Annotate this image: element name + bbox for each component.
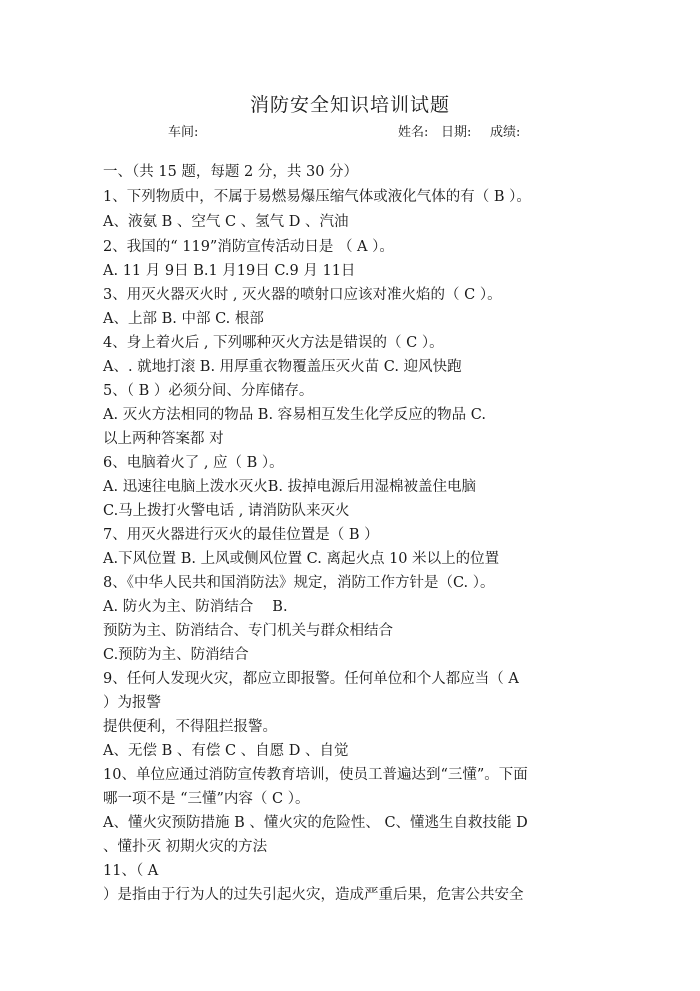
options-line: A.下风位置 B. 上风或侧风位置 C. 离起火点 10 米以上的位置: [103, 551, 500, 567]
options-line: A、. 就地打滚 B. 用厚重衣物覆盖压灭火苗 C. 迎风快跑: [103, 359, 462, 375]
question-line: 6、电脑着火了 , 应（ B ）。: [103, 455, 284, 471]
options-line: A. 灭火方法相同的物品 B. 容易相互发生化学反应的物品 C.: [103, 407, 486, 423]
options-line: 预防为主、防消结合、专门机关与群众相结合: [103, 623, 393, 639]
name-label: 姓名:: [398, 125, 429, 140]
question-line: 4、身上着火后 , 下列哪种灭火方法是错误的（ C ）。: [103, 335, 444, 351]
options-line: 、懂扑灭 初期火灾的方法: [103, 839, 268, 855]
options-line: 以上两种答案都 对: [103, 431, 224, 447]
question-line: 提供便利，不得阻拦报警。: [103, 719, 277, 735]
options-line: A. 迅速往电脑上泼水灭火B. 拔掉电源后用湿棉被盖住电脑: [103, 479, 477, 495]
question-line: 1、下列物质中，不属于易燃易爆压缩气体或液化气体的有（ B ）。: [103, 189, 531, 205]
question-line: 9、任何人发现火灾，都应立即报警。任何单位和个人都应当（ A: [103, 671, 519, 687]
options-line: A. 11 月 9日 B.1 月19日 C.9 月 11日: [103, 263, 356, 279]
options-line: A. 防火为主、防消结合 B.: [103, 599, 288, 615]
workshop-label: 车间:: [168, 125, 199, 140]
options-line: A、懂火灾预防措施 B 、懂火灾的危险性、 C、懂逃生自救技能 D: [103, 815, 528, 831]
date-label: 日期:: [441, 125, 472, 140]
options-line: A、上部 B. 中部 C. 根部: [103, 311, 264, 327]
question-line: ）为报警: [103, 695, 161, 711]
question-line: 哪一项不是 “三懂”内容（ C ）。: [103, 791, 310, 807]
question-line: ）是指由于行为人的过失引起火灾，造成严重后果，危害公共安全: [103, 887, 524, 903]
question-line: 3、用灭火器灭火时 , 灭火器的喷射口应该对准火焰的（ C ）。: [103, 287, 502, 303]
question-line: 5、（ B ）必须分间、分库储存。: [103, 383, 314, 399]
question-line: 11、（ A: [103, 863, 159, 879]
document-title: 消防安全知识培训试题: [249, 94, 450, 116]
question-line: 7、用灭火器进行灭火的最佳位置是（ B ）: [103, 527, 379, 543]
question-line: 10、单位应通过消防宣传教育培训，使员工普遍达到“三懂”。下面: [103, 767, 528, 783]
score-label: 成绩:: [490, 125, 521, 140]
options-line: C.马上拨打火警电话 , 请消防队来灭火: [103, 503, 350, 519]
options-line: C.预防为主、防消结合: [103, 647, 249, 663]
options-line: A、无偿 B 、有偿 C 、自愿 D 、自觉: [103, 743, 349, 759]
question-line: 2、我国的“ 119”消防宣传活动日是 （ A ）。: [103, 239, 394, 255]
question-line: 8、《中华人民共和国消防法》规定，消防工作方针是（C. ）。: [103, 575, 495, 591]
options-line: A、液氨 B 、空气 C 、氢气 D 、汽油: [103, 214, 349, 230]
section-heading: 一、（共 15 题，每题 2 分，共 30 分）: [103, 164, 359, 180]
